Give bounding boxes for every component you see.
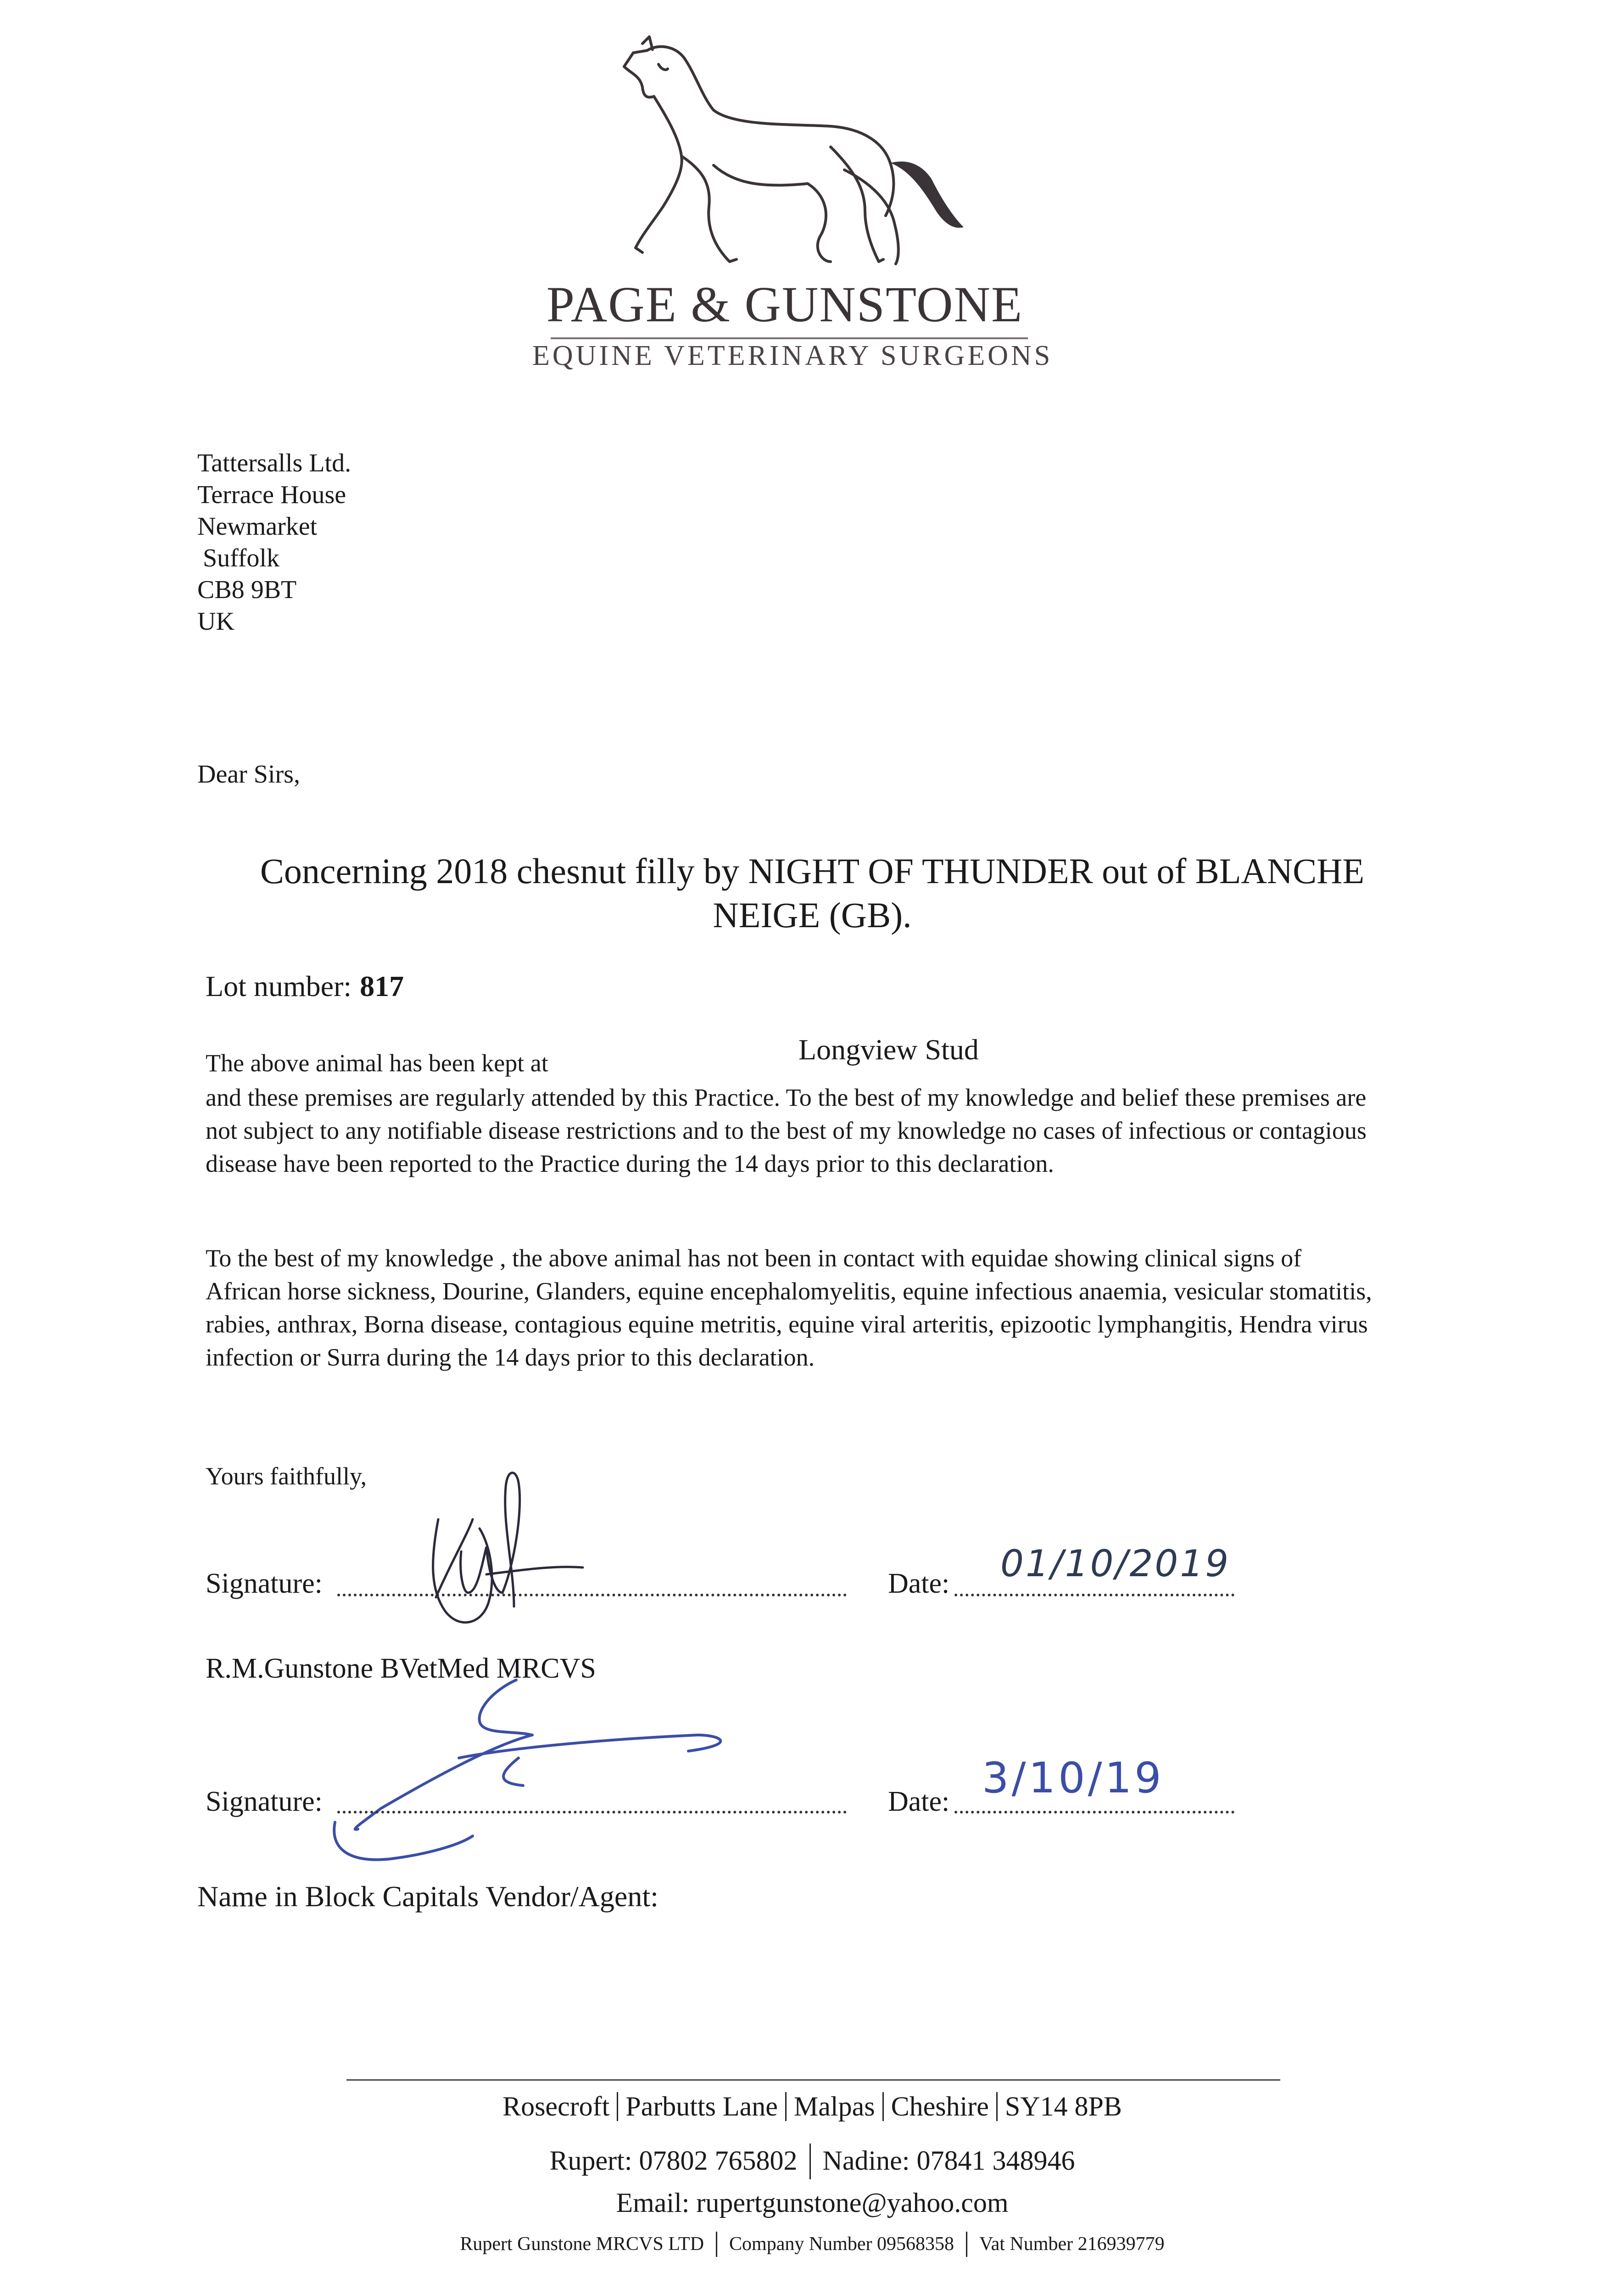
premises-label: The above animal has been kept at bbox=[206, 1049, 548, 1077]
footer-divider bbox=[346, 2079, 1280, 2081]
company-name: Rupert Gunstone MRCVS LTD bbox=[460, 2233, 704, 2255]
date-value-handwritten: 01/10/2019 bbox=[1000, 1542, 1231, 1585]
vat-number: Vat Number 216939779 bbox=[979, 2233, 1165, 2255]
brand-name: PAGE & GUNSTONE bbox=[546, 276, 1023, 332]
address-line: Suffolk bbox=[203, 544, 279, 572]
signature-label: Signature: bbox=[206, 1786, 323, 1817]
footer-company bbox=[229, 2232, 1395, 2257]
company-number: Company Number 09568358 bbox=[729, 2233, 954, 2255]
address-line: CB8 9BT bbox=[197, 576, 297, 604]
lot-value: 817 bbox=[360, 970, 404, 1002]
signature-label: Signature: bbox=[206, 1568, 323, 1599]
address-line: UK bbox=[197, 607, 234, 636]
vet-name: R.M.Gunstone BVetMed MRCVS bbox=[206, 1653, 596, 1684]
vet-signature-icon bbox=[404, 1455, 624, 1648]
date-value-handwritten: 3/10/19 bbox=[982, 1753, 1164, 1802]
brand-subtitle: EQUINE VETERINARY SURGEONS bbox=[532, 340, 1053, 371]
lot-label: Lot number: bbox=[206, 970, 352, 1002]
phone-rupert: Rupert: 07802 765802 bbox=[549, 2145, 798, 2176]
date-label: Date: bbox=[888, 1786, 950, 1817]
salutation: Dear Sirs, bbox=[197, 760, 300, 789]
signature-line bbox=[337, 1811, 847, 1814]
vendor-signature-icon bbox=[321, 1671, 780, 1868]
premises-value: Longview Stud bbox=[798, 1033, 979, 1066]
address-line: Tattersalls Ltd. bbox=[197, 449, 352, 477]
date-label: Date: bbox=[888, 1568, 950, 1599]
footer-phones bbox=[229, 2144, 1395, 2179]
footer-email: Email: rupertgunstone@yahoo.com bbox=[616, 2188, 1009, 2218]
lot-number bbox=[206, 969, 404, 1003]
address-line: Newmarket bbox=[197, 512, 318, 541]
footer-address-part: Malpas bbox=[793, 2091, 875, 2121]
footer-address-part: Parbutts Lane bbox=[625, 2091, 778, 2121]
footer-address-part: Rosecroft bbox=[502, 2091, 610, 2121]
declaration-paragraph-1: and these premises are regularly attended by this Practice. To the best of my knowledge and belief these premises are not subject to any notifiable disease restrictions and to the best of my knowledge no cases of infectious or contagious disease have been reported to the Practice during the 14 days prior to this declaration. bbox=[206, 1084, 1367, 1177]
block-capitals-label: Name in Block Capitals Vendor/Agent: bbox=[197, 1880, 659, 1913]
footer-address-part: Cheshire bbox=[891, 2091, 989, 2121]
date-line bbox=[954, 1811, 1234, 1814]
recipient-address bbox=[197, 448, 351, 638]
brand-divider bbox=[551, 337, 1028, 339]
horse-logo-icon bbox=[615, 32, 991, 289]
declaration-paragraph-2: To the best of my knowledge , the above animal has not been in contact with equidae showing clinical signs of African horse sickness, Dourine, Glanders, equine encephalomyelitis, equine infectious anaemia, vesicular stomatitis, rabies, anthrax, Borna disease, contagious equine metritis, equine viral arteritis, epizootic lymphangitis, Hendra virus infection or Surra during the 14 days prior to this declaration. bbox=[206, 1244, 1372, 1371]
date-line bbox=[954, 1594, 1234, 1596]
subject-heading: Concerning 2018 chesnut filly by NIGHT OF THUNDER out of BLANCHE NEIGE (GB). bbox=[260, 851, 1365, 935]
footer-address bbox=[229, 2091, 1395, 2122]
closing: Yours faithfully, bbox=[206, 1462, 367, 1490]
footer-address-part: SY14 8PB bbox=[1005, 2091, 1122, 2121]
address-line: Terrace House bbox=[197, 481, 346, 509]
phone-nadine: Nadine: 07841 348946 bbox=[822, 2145, 1075, 2176]
